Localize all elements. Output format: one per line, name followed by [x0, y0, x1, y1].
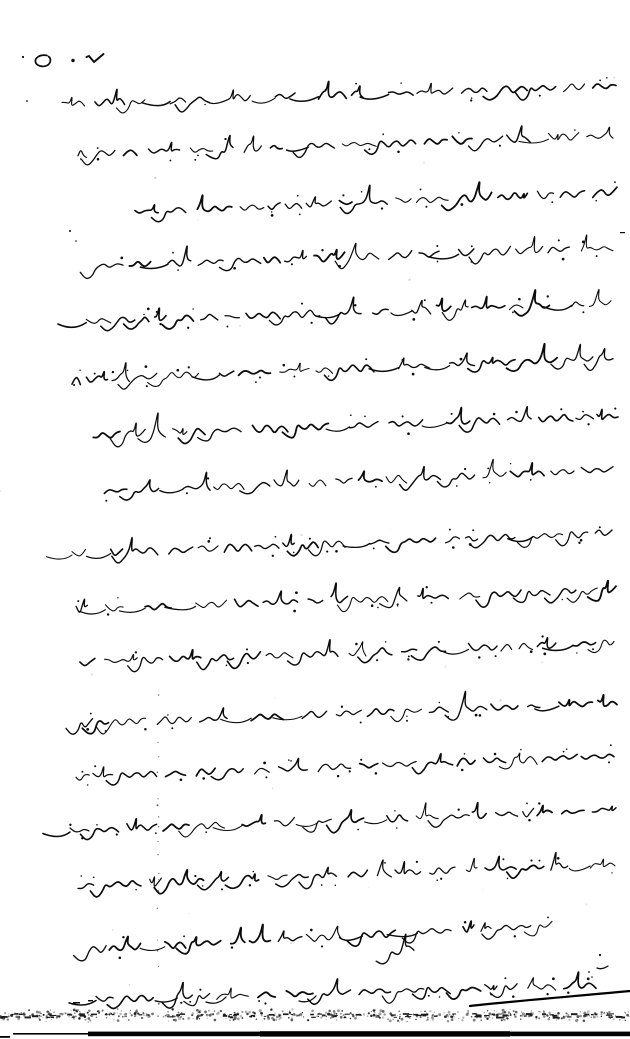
handwriting-lines — [43, 77, 618, 1008]
stray-marks — [26, 100, 625, 1003]
text-line-6 — [72, 344, 613, 389]
text-line-1 — [62, 77, 616, 113]
flourish-mark — [376, 934, 414, 964]
text-line-13 — [76, 744, 614, 785]
text-line-4 — [80, 235, 613, 278]
paper-noise — [0, 77, 615, 986]
text-line-17 — [69, 972, 596, 1008]
text-line-12 — [66, 691, 617, 734]
text-line-9 — [47, 526, 612, 563]
text-line-5 — [58, 290, 611, 331]
text-line-16 — [74, 916, 552, 960]
text-line-8 — [104, 459, 613, 501]
text-line-10 — [76, 581, 616, 616]
text-line-2 — [78, 126, 613, 165]
page-number-marks — [22, 54, 104, 66]
text-line-7 — [93, 407, 618, 447]
text-line-3 — [135, 181, 617, 222]
text-line-14 — [43, 802, 616, 839]
fold-dotted-line — [157, 694, 160, 1004]
text-line-11 — [80, 635, 614, 671]
scan-speckle-band — [0, 1008, 629, 1022]
